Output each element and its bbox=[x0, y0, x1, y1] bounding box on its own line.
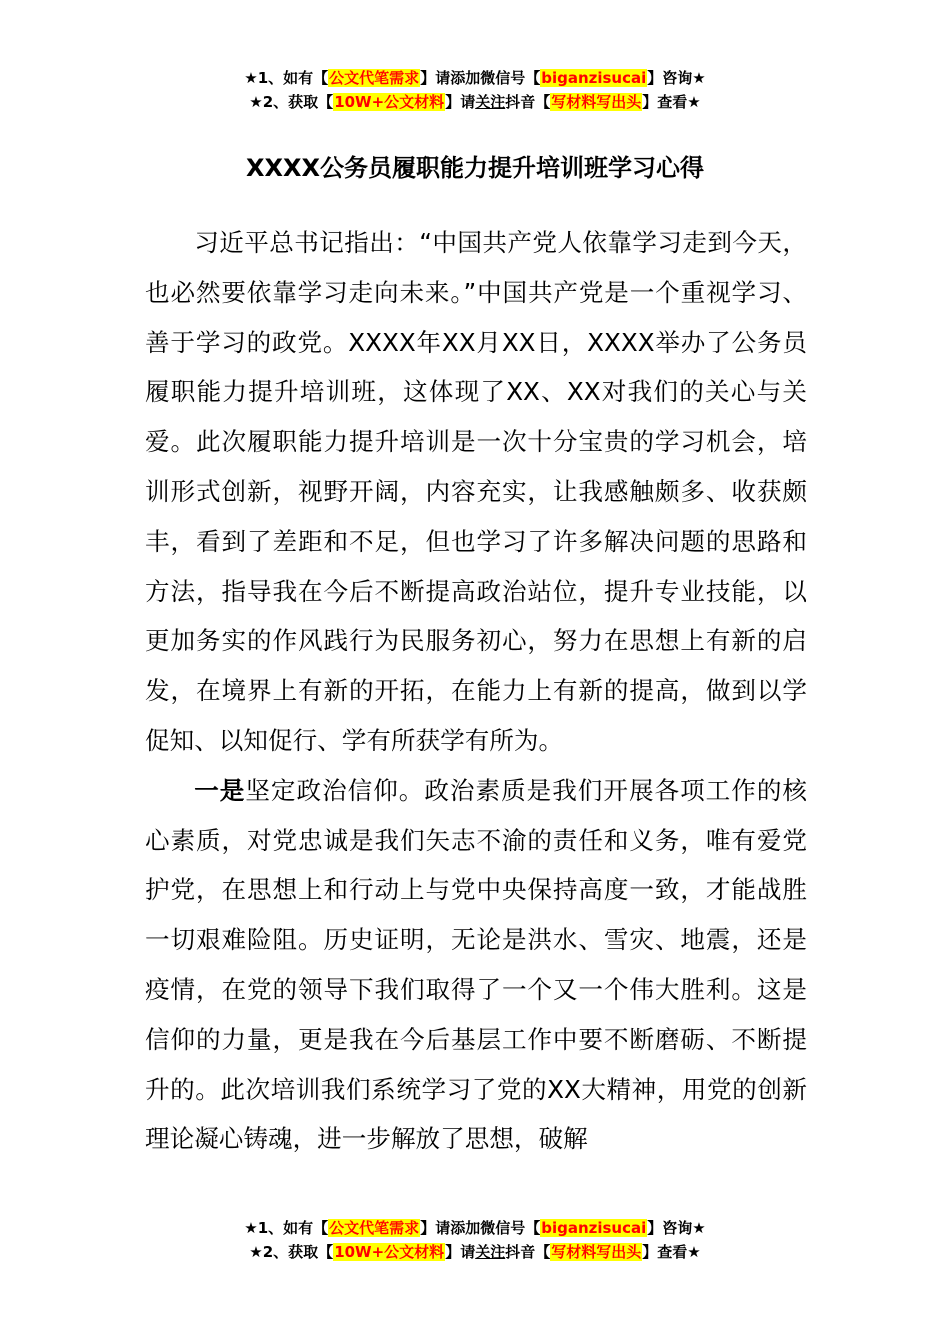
banner-highlight: 写材料写出头 bbox=[551, 1243, 642, 1261]
paragraph-text: 坚定政治信仰。政治素质是我们开展各项工作的核心素质，对党忠诚是我们矢志不渝的责任和义务，唯有爱党护党，在思想上和行动上与党中央保持高度一致，才能战胜一切艰难险阻。历史证明，无论是洪水、雪灾、地震，还是疫情，在党的领导下我们取得了一个又一个伟大胜利。这是信仰的力量，更是我在今后基层工作中要不断磨砺、不断提升的。此次培训我们系统学习了党的XX大精神，用党的创新理论凝心铸魂，进一步解放了思想，破解 bbox=[145, 775, 807, 1154]
paragraph-lead: 一是 bbox=[194, 775, 246, 805]
banner-text: 】查看★ bbox=[642, 93, 701, 111]
header-banner bbox=[0, 66, 950, 114]
banner-text: 】请添加微信号【 bbox=[420, 69, 541, 87]
banner-highlight: 10W+公文材料 bbox=[334, 1243, 445, 1261]
banner-line-2 bbox=[0, 1240, 950, 1264]
banner-text: 】咨询★ bbox=[647, 69, 706, 87]
banner-underlined: 关注 bbox=[475, 93, 506, 111]
banner-highlight: 公文代笔需求 bbox=[329, 69, 420, 87]
document-title: XXXX公务员履职能力提升培训班学习心得 bbox=[245, 154, 704, 182]
paragraph-intro: 习近平总书记指出：“中国共产党人依靠学习走到今天，也必然要依靠学习走向未来。”中国共产党是一个重视学习、善于学习的政党。XXXX年XX月XX日，XXXX举办了公务员履职能力提升培训班，这体现了XX、XX对我们的关心与关爱。此次履职能力提升培训是一次十分宝贵的学习机会，培训形式创新，视野开阔，内容充实，让我感触颇多、收获颇丰，看到了差距和不足，但也学习了许多解决问题的思路和方法，指导我在今后不断提高政治站位，提升专业技能，以更加务实的作风践行为民服务初心，努力在思想上有新的启发，在境界上有新的开拓，在能力上有新的提高，做到以学促知、以知促行、学有所获学有所为。 bbox=[145, 228, 807, 755]
banner-text: 抖音【 bbox=[505, 1243, 551, 1261]
banner-text: ★1、如有【 bbox=[244, 1219, 329, 1237]
banner-text: ★1、如有【 bbox=[244, 69, 329, 87]
banner-line-1 bbox=[0, 66, 950, 90]
banner-text: 】请 bbox=[445, 93, 476, 111]
banner-text: 】请 bbox=[445, 1243, 476, 1261]
banner-highlight: 写材料写出头 bbox=[551, 93, 642, 111]
banner-line-2 bbox=[0, 90, 950, 114]
banner-text: ★2、获取【 bbox=[249, 93, 334, 111]
banner-highlight: biganzisucai bbox=[541, 69, 647, 87]
banner-highlight: 10W+公文材料 bbox=[334, 93, 445, 111]
banner-text: ★2、获取【 bbox=[249, 1243, 334, 1261]
banner-text: 抖音【 bbox=[505, 93, 551, 111]
banner-text: 】咨询★ bbox=[647, 1219, 706, 1237]
banner-underlined: 关注 bbox=[475, 1243, 506, 1261]
banner-highlight: biganzisucai bbox=[541, 1219, 647, 1237]
paragraph-point-one bbox=[145, 766, 807, 1164]
document-body bbox=[145, 218, 807, 1164]
banner-text: 】请添加微信号【 bbox=[420, 1219, 541, 1237]
banner-line-1 bbox=[0, 1216, 950, 1240]
banner-text: 】查看★ bbox=[642, 1243, 701, 1261]
banner-highlight: 公文代笔需求 bbox=[329, 1219, 420, 1237]
footer-banner bbox=[0, 1216, 950, 1264]
